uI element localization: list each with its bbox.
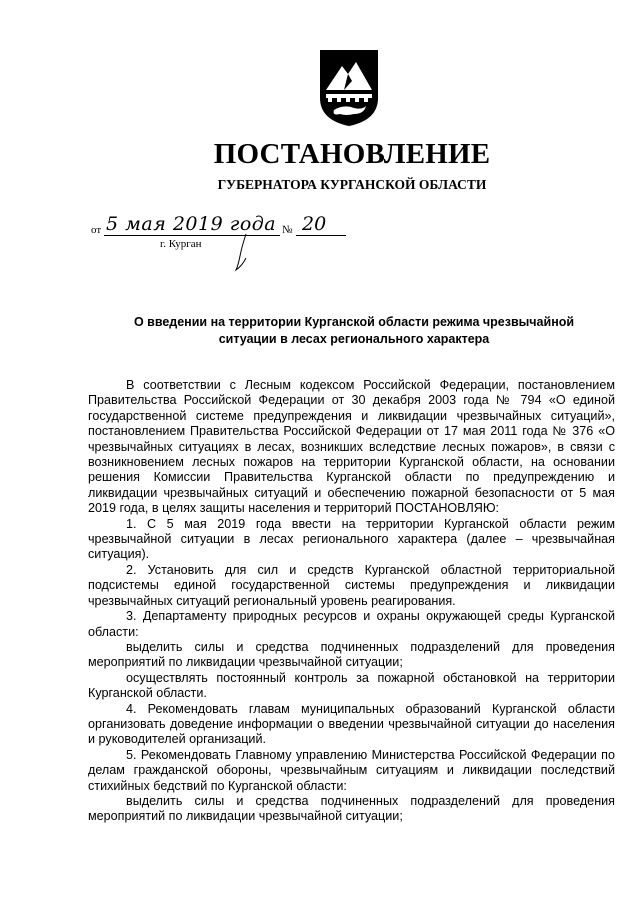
number-underline: [296, 235, 346, 236]
number-prefix: №: [282, 224, 293, 236]
paragraph-preamble: В соответствии с Лесным кодексом Российской Федерации, постановлением Правительства Российской Федерации от 30 декабря 2003 года № 794 «О единой государственной системе предупреждения и ликвидации чрезвычайных ситуаций», постановлением Правительства Российской Федерации от 17 мая 2011 года № 376 «О чрезвычайных ситуациях в лесах, возникших вследствие лесных пожаров», в связи с возникновением лесных пожаров на территории Курганской области, на основании решения Комиссии Правительства Курганской области по предупреждению и ликвидации чрезвычайных ситуаций и обеспечению пожарной безопасности от 5 мая 2019 года, в целях защиты населения и территорий ПОСТАНОВЛЯЮ:: [88, 378, 615, 516]
handwritten-date: 5 мая 2019 года: [106, 213, 277, 235]
city-label: г. Курган: [160, 238, 202, 250]
document-subtitle: ГУБЕРНАТОРА КУРГАНСКОЙ ОБЛАСТИ: [217, 177, 487, 192]
paragraph-item-1: 1. С 5 мая 2019 года ввести на территории Курганской области режим чрезвычайной ситуации в лесах регионального характера (далее – чрезвычайная ситуация).: [88, 516, 615, 562]
subject-line-2: ситуации в лесах регионального характера: [218, 332, 490, 346]
paragraph-item-3-sub-2: осуществлять постоянный контроль за пожарной обстановкой на территории Курганской области.: [88, 670, 615, 701]
document-title: ПОСТАНОВЛЕНИЕ: [213, 138, 491, 170]
paragraph-item-3: 3. Департаменту природных ресурсов и охраны окружающей среды Курганской области:: [88, 609, 615, 639]
subject-line-1: О введении на территории Курганской области режима чрезвычайной: [133, 315, 575, 329]
paragraph-item-2: 2. Установить для сил и средств Курганской областной территориальной подсистемы единой государственной системы предупреждения и ликвидации чрезвычайных ситуаций региональный уровень реагирования.: [88, 562, 615, 608]
paragraph-item-3-sub-1: выделить силы и средства подчиненных подразделений для проведения мероприятий по ликвидации чрезвычайной ситуации;: [88, 639, 615, 670]
document-body: [88, 378, 615, 825]
date-prefix: от: [91, 224, 102, 236]
paragraph-item-5: 5. Рекомендовать Главному управлению Министерства Российской Федерации по делам гражданской обороны, чрезвычайным ситуациям и ликвидации последствий стихийных бедствий по Курганской области:: [88, 747, 615, 793]
paragraph-item-4: 4. Рекомендовать главам муниципальных образований Курганской области организовать доведение информации о введении чрезвычайной ситуации до населения и руководителей организаций.: [88, 701, 615, 747]
paragraph-item-5-sub-1: выделить силы и средства подчиненных подразделений для проведения мероприятий по ликвидации чрезвычайной ситуации;: [88, 793, 615, 824]
document-subject: [118, 314, 590, 348]
handwritten-stroke: [232, 232, 254, 272]
coat-of-arms-emblem: [318, 48, 380, 128]
handwritten-number: 20: [302, 213, 327, 235]
